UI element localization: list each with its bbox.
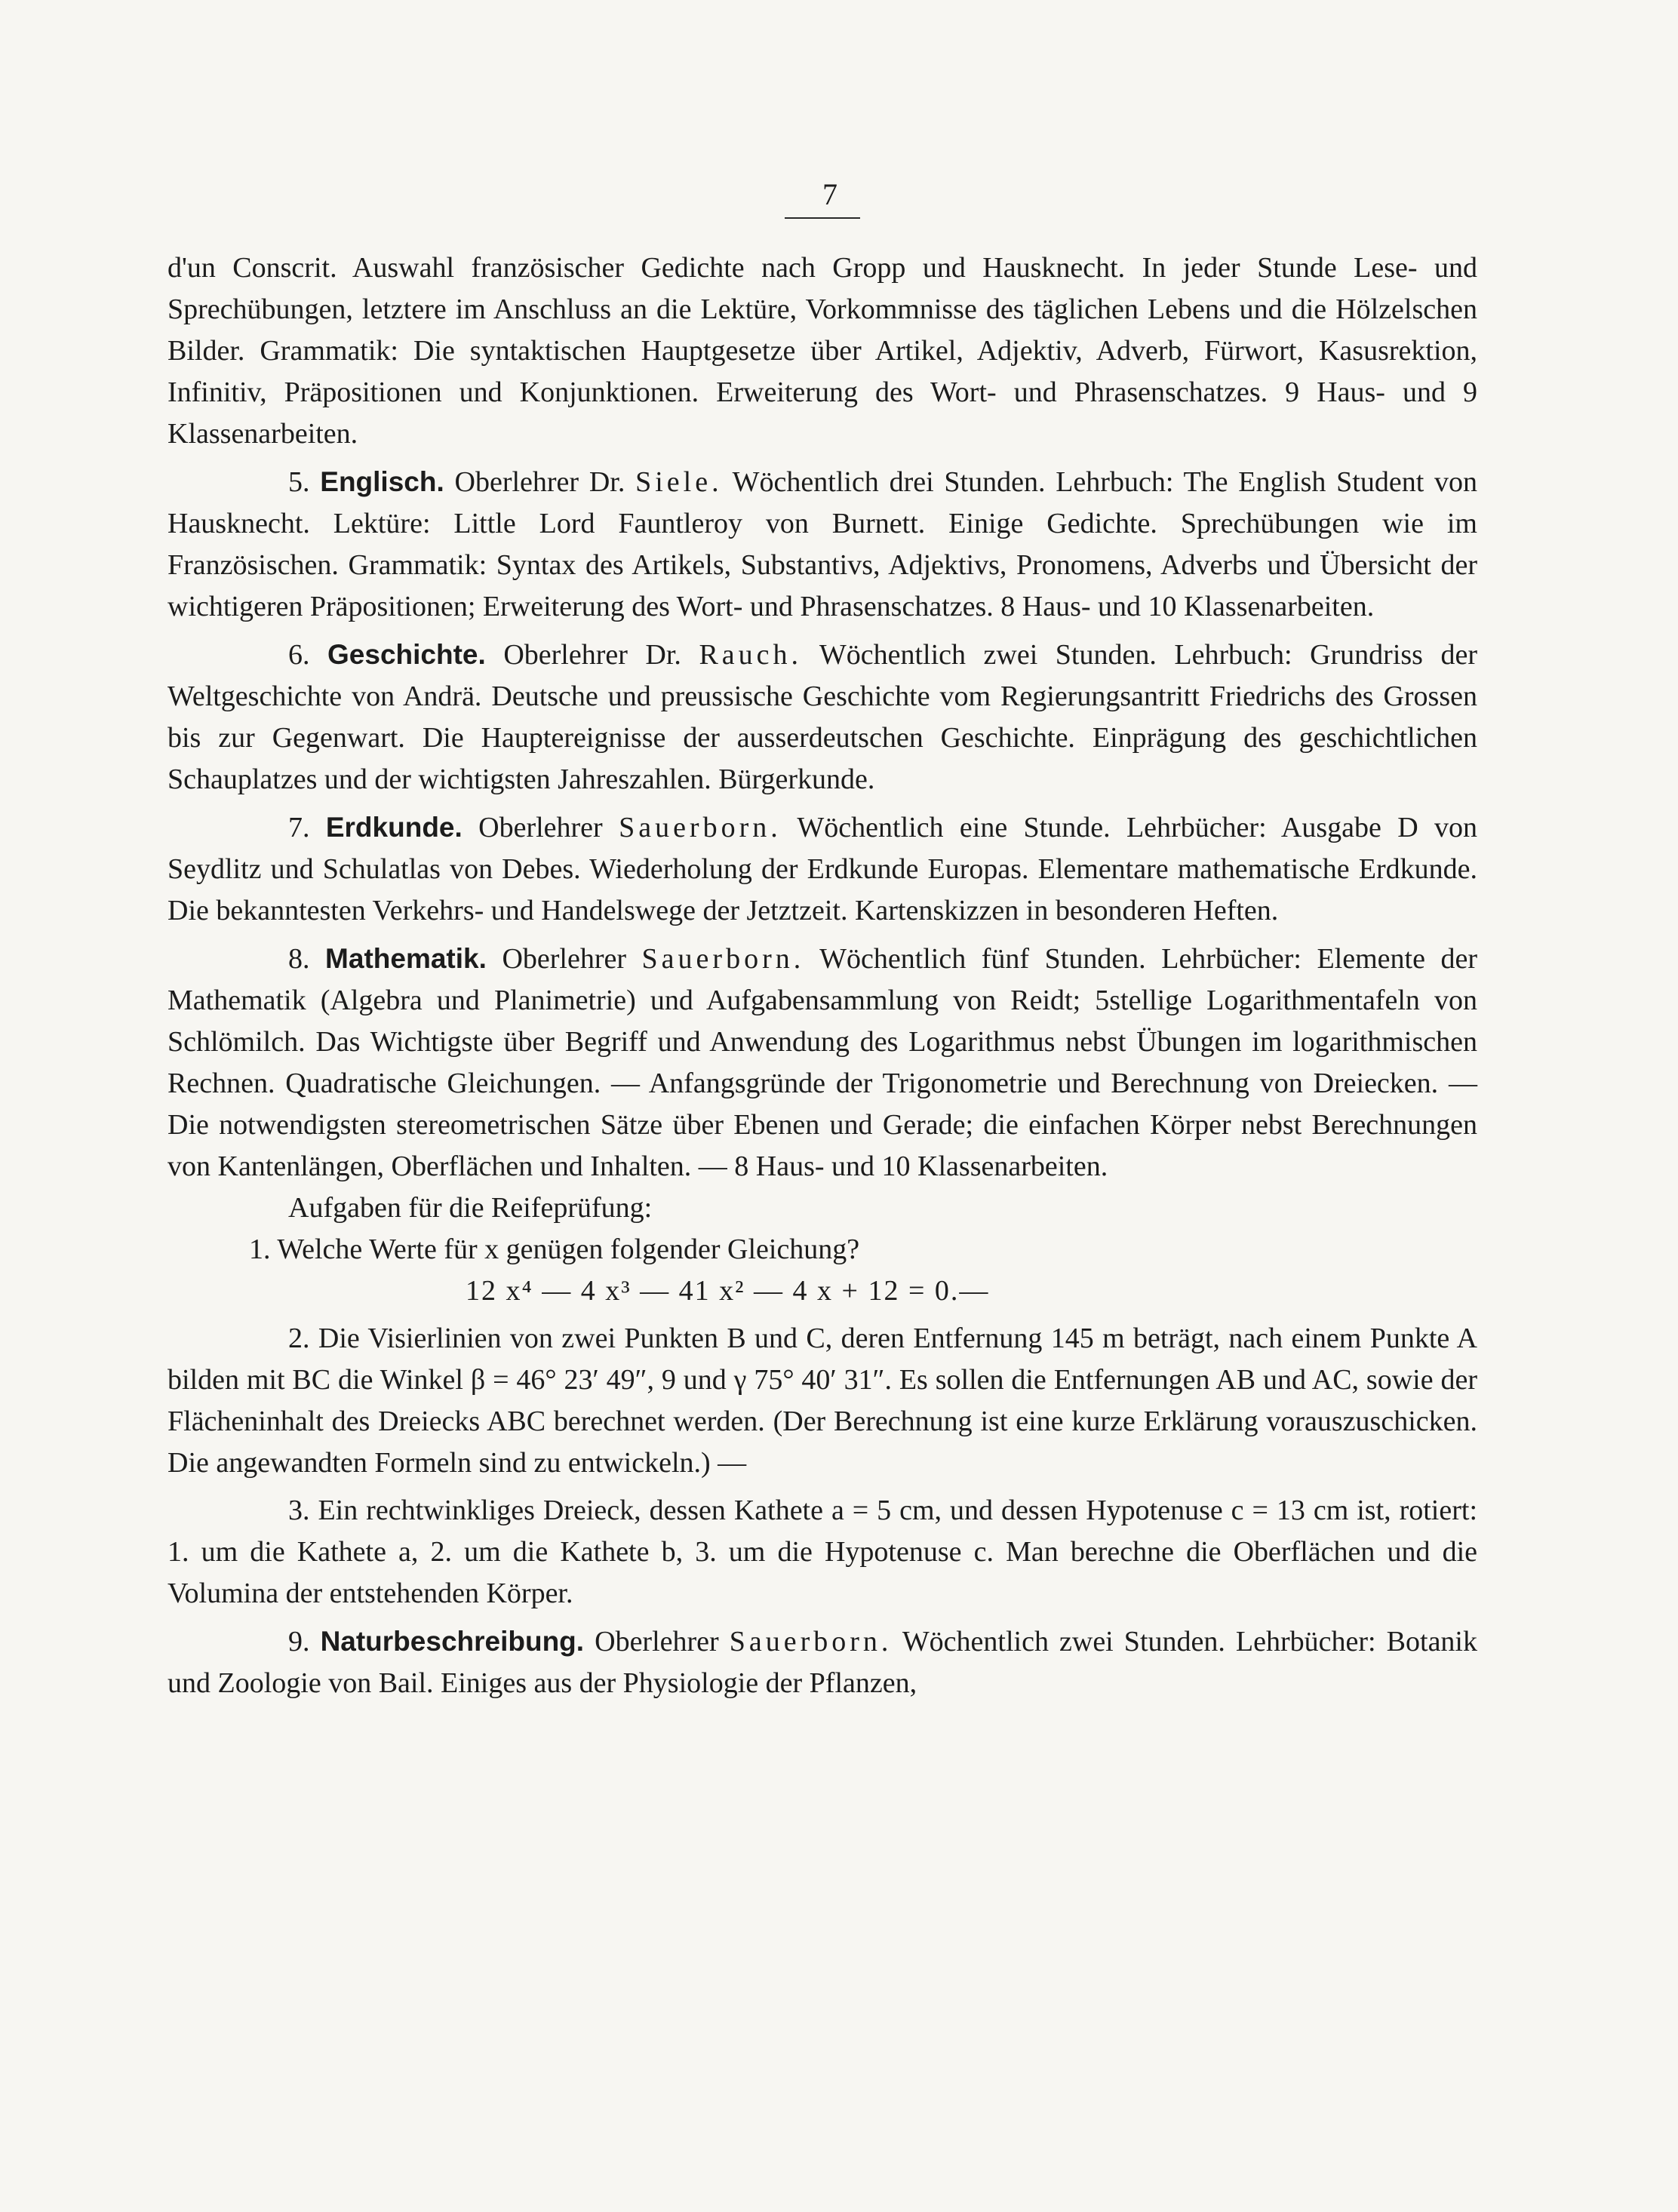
teacher-name: Sauerborn. — [619, 812, 782, 843]
section-number: 9. — [288, 1626, 310, 1657]
section-number: 6. — [288, 639, 310, 671]
section-heading: Englisch. — [320, 466, 444, 497]
section-number: 8. — [288, 943, 310, 975]
page-number-rule — [785, 217, 860, 219]
task-1-equation: 12 x⁴ — 4 x³ — 41 x² — 4 x + 12 = 0.— — [466, 1275, 990, 1307]
page-body — [167, 247, 1477, 1704]
teacher-title: Oberlehrer — [478, 812, 603, 843]
section-mathematik — [167, 938, 1477, 1187]
section-text: Wöchentlich eine Stunde. Lehrbücher: Ausgabe D von Seydlitz und Schulatlas von Debes. Wiederholung der Erdkunde Europas. Elementare mathematische Erdkunde. Die bekanntesten Verkehrs- und Handelswege der Jetztzeit. Kartenskizzen in besonderen Heften. — [167, 812, 1478, 926]
section-text: Wöchentlich drei Stunden. Lehrbuch: The English Student von Hausknecht. Lektüre: Little Lord Fauntleroy von Burnett. Einige Gedichte. Sprechübungen wie im Französischen. Grammatik: Syntax des Artikels, Substantivs, Adjektivs, Pronomens, Adverbs und Übersicht der wichtigeren Präpositionen; Erweiterung des Wort- und Phrasenschatzes. 8 Haus- und 10 Klassenarbeiten. — [167, 466, 1478, 622]
section-heading: Erdkunde. — [325, 812, 463, 843]
paragraph-french-continuation: d'un Conscrit. Auswahl französischer Gedichte nach Gropp und Hausknecht. In jeder Stunde Lese- und Sprechübungen, letztere im Anschluss an die Lektüre, Vorkommnisse des täglichen Lebens und die Hölzelschen Bilder. Grammatik: Die syntaktischen Hauptgesetze über Artikel, Adjektiv, Adverb, Fürwort, Kasusrektion, Infinitiv, Präpositionen und Konjunktionen. Erweiterung des Wort- und Phrasenschatzes. 9 Haus- und 9 Klassenarbeiten. — [167, 252, 1477, 450]
section-text: Wöchentlich zwei Stunden. Lehrbücher: Botanik und Zoologie von Bail. Einiges aus der Physiologie der Pflanzen, — [167, 1626, 1477, 1699]
section-heading: Geschichte. — [327, 639, 486, 670]
teacher-title: Oberlehrer — [595, 1626, 719, 1657]
teacher-title: Oberlehrer — [502, 943, 626, 975]
teacher-name: Sauerborn. — [641, 943, 805, 975]
section-number: 7. — [288, 812, 310, 843]
tasks-intro: Aufgaben für die Reifeprüfung: — [288, 1192, 653, 1224]
section-englisch — [167, 461, 1477, 628]
teacher-title: Oberlehrer Dr. — [503, 639, 681, 671]
section-naturbeschreibung — [167, 1621, 1477, 1704]
page-number: 7 — [822, 177, 837, 211]
teacher-name: Siele. — [635, 466, 723, 498]
task-3: 3. Ein rechtwinkliges Dreieck, dessen Kathete a = 5 cm, und dessen Hypotenuse c = 13 cm ist, rotiert: 1. um die Kathete a, 2. um die Kathete b, 3. um die Hypotenuse c. Man berechne die Oberflächen und die Volumina der entstehenden Körper. — [167, 1495, 1477, 1609]
section-number: 5. — [288, 466, 310, 498]
section-geschichte — [167, 634, 1477, 800]
section-text: Wöchentlich zwei Stunden. Lehrbuch: Grundriss der Weltgeschichte von Andrä. Deutsche und preussische Geschichte vom Regierungsantritt Friedrichs des Grossen bis zur Gegenwart. Die Hauptereignisse der ausserdeutschen Geschichte. Einprägung des geschichtlichen Schauplatzes und der wichtigsten Jahreszahlen. Bürgerkunde. — [167, 639, 1477, 795]
task-2: 2. Die Visierlinien von zwei Punkten B und C, deren Entfernung 145 m beträgt, nach einem Punkte A bilden mit BC die Winkel β = 46° 23′ 49″, 9 und γ 75° 40′ 31″. Es sollen die Entfernungen AB und AC, sowie der Flächeninhalt des Dreiecks ABC berechnet werden. (Der Berechnung ist eine kurze Erklärung vorauszuschicken. Die angewandten Formeln sind zu entwickeln.) — — [167, 1323, 1477, 1479]
section-heading: Mathematik. — [325, 943, 487, 974]
section-text: Wöchentlich fünf Stunden. Lehrbücher: Elemente der Mathematik (Algebra und Planimetrie) und Aufgabensammlung von Reidt; 5stellige Logarithmentafeln von Schlömilch. Das Wichtigste über Begriff und Anwendung des Logarithmus nebst Übungen im logarithmischen Rechnen. Quadratische Gleichungen. — Anfangsgründe der Trigonometrie und Berechnung von Dreiecken. — Die notwendigsten stereometrischen Sätze über Ebenen und Gerade; die einfachen Körper nebst Berechnungen von Kantenlängen, Oberflächen und Inhalten. — 8 Haus- und 10 Klassenarbeiten. — [167, 943, 1477, 1182]
task-1: 1. Welche Werte für x genügen folgender Gleichung? — [249, 1233, 860, 1265]
section-erdkunde — [167, 806, 1477, 932]
teacher-title: Oberlehrer Dr. — [454, 466, 625, 498]
teacher-name: Rauch. — [699, 639, 803, 671]
teacher-name: Sauerborn. — [729, 1626, 893, 1657]
section-heading: Naturbeschreibung. — [320, 1626, 585, 1657]
